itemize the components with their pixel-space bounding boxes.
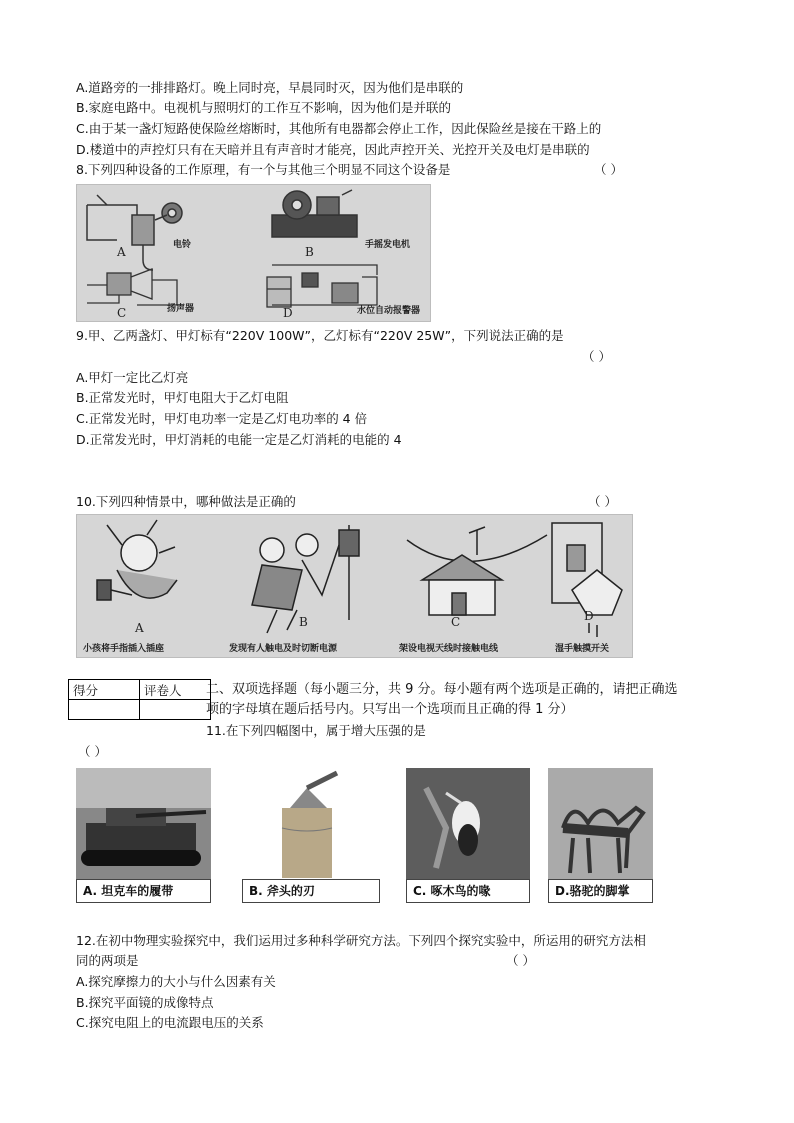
q10-caption-d: 湿手触摸开关 xyxy=(555,644,610,654)
q9-answer-paren: （ ） xyxy=(582,349,611,364)
section2-heading-cont: 项的字母填在题后括号内。只写出一个选项而且正确的得 1 分） xyxy=(206,702,574,717)
q9-option-c: C.正常发光时，甲灯电功率一定是乙灯电功率的 4 倍 xyxy=(76,411,368,426)
q12-stem-cont: 同的两项是 xyxy=(76,953,139,968)
q8-caption-d: 水位自动报警器 xyxy=(357,306,421,316)
q8-label-d: D xyxy=(283,306,293,320)
house-powerline-drawing xyxy=(407,527,547,615)
grader-header: 评卷人 xyxy=(140,680,211,700)
water-alarm-drawing xyxy=(267,265,377,307)
section2-heading: 二、双项选择题（每小题三分，共 9 分。每小题有两个选项是正确的，请把正确选 xyxy=(206,682,678,697)
q8-answer-paren: （ ） xyxy=(594,162,623,177)
electric-bell-drawing xyxy=(87,195,182,270)
q10-label-c: C xyxy=(451,615,461,629)
q12-answer-paren: （ ） xyxy=(506,953,535,968)
q9-stem: 9.甲、乙两盏灯、甲灯标有“220V 100W”，乙灯标有“220V 25W”，下列说法正确的是 xyxy=(76,328,564,343)
q11-photo-axe xyxy=(242,768,380,903)
q12-stem: 12.在初中物理实验探究中，我们运用过多种科学研究方法。下列四个探究实验中，所运用的研究方法相 xyxy=(76,933,646,948)
q8-figure-drawing xyxy=(77,185,430,321)
q11-stem: 11.在下列四幅图中，属于增大压强的是 xyxy=(206,723,426,738)
q7-option-b: B.家庭电路中。电视机与照明灯的工作互不影响，因为他们是并联的 xyxy=(76,100,452,115)
q11-answer-paren: （ ） xyxy=(78,744,107,759)
q10-figure-drawing xyxy=(77,515,632,657)
q12-option-b: B.探究平面镜的成像特点 xyxy=(76,995,214,1010)
q10-figure xyxy=(76,514,633,658)
q10-caption-c: 架设电视天线时接触电线 xyxy=(399,644,499,654)
q11-caption-d: D.骆驼的脚掌 xyxy=(548,879,653,903)
q11-photo-tank xyxy=(76,768,211,903)
score-table xyxy=(68,679,211,720)
q7-option-c: C.由于某一盏灯短路使保险丝熔断时，其他所有电器都会停止工作，因此保险丝是接在干路上的 xyxy=(76,121,602,136)
q9-option-a: A.甲灯一定比乙灯亮 xyxy=(76,370,189,385)
q8-figure xyxy=(76,184,431,322)
q12-option-a: A.探究摩擦力的大小与什么因素有关 xyxy=(76,974,276,989)
q8-caption-a: 电铃 xyxy=(173,240,192,250)
q10-caption-a: 小孩将手指插入插座 xyxy=(83,644,165,654)
q11-caption-a: A. 坦克车的履带 xyxy=(76,879,211,903)
q9-option-b: B.正常发光时，甲灯电阻大于乙灯电阻 xyxy=(76,390,289,405)
q10-caption-b: 发现有人触电及时切断电源 xyxy=(229,644,338,654)
loudspeaker-drawing xyxy=(87,269,177,305)
q8-caption-b: 手摇发电机 xyxy=(365,240,411,250)
q8-label-b: B xyxy=(305,245,314,259)
child-socket-drawing xyxy=(97,520,177,600)
q10-stem: 10.下列四种情景中，哪种做法是正确的 xyxy=(76,494,296,509)
q10-label-b: B xyxy=(299,615,308,629)
q8-label-c: C xyxy=(117,306,127,320)
q8-stem: 8.下列四种设备的工作原理，有一个与其他三个明显不同这个设备是 xyxy=(76,162,451,177)
q7-option-a: A.道路旁的一排排路灯。晚上同时亮，早晨同时灭，因为他们是串联的 xyxy=(76,80,464,95)
q10-answer-paren: （ ） xyxy=(588,494,617,509)
q7-option-d: D.楼道中的声控灯只有在天暗并且有声音时才能亮，因此声控开关、光控开关及电灯是串联的 xyxy=(76,142,590,157)
q11-photo-camel xyxy=(548,768,653,903)
q11-caption-c: C. 啄木鸟的喙 xyxy=(406,879,530,903)
q9-option-d: D.正常发光时，甲灯消耗的电能一定是乙灯消耗的电能的 4 xyxy=(76,432,402,447)
q11-caption-b: B. 斧头的刃 xyxy=(242,879,380,903)
score-header: 得分 xyxy=(69,680,140,700)
q10-label-a: A xyxy=(135,621,144,635)
grader-cell[interactable] xyxy=(140,700,211,720)
q12-option-c: C.探究电阻上的电流跟电压的关系 xyxy=(76,1015,264,1030)
q11-photo-woodpecker xyxy=(406,768,530,903)
score-cell[interactable] xyxy=(69,700,140,720)
q10-label-d: D xyxy=(584,609,594,623)
q8-label-a: A xyxy=(117,245,126,259)
q8-caption-c: 扬声器 xyxy=(167,304,195,314)
hand-generator-drawing xyxy=(272,190,357,237)
